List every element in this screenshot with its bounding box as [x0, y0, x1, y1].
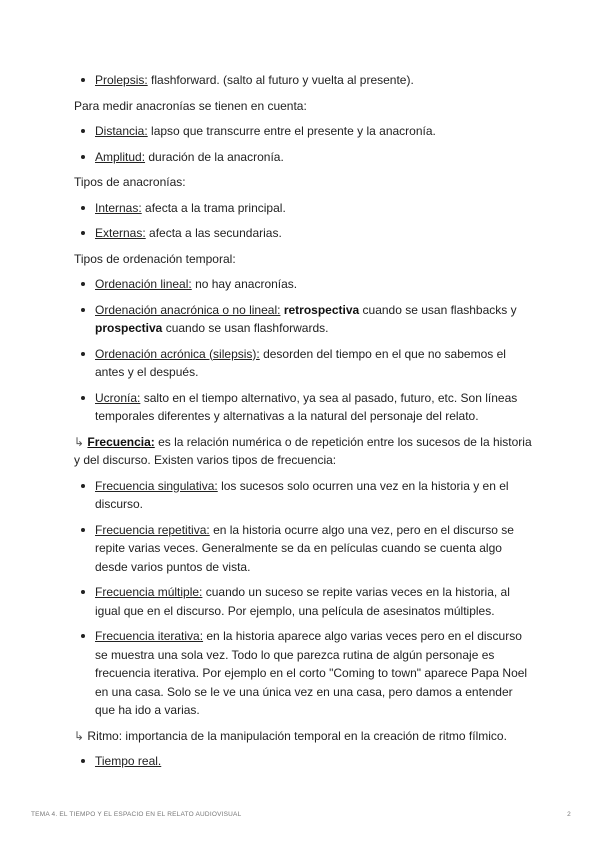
definition: los sucesos solo ocurren una vez en la historia y en el discurso.: [95, 478, 509, 511]
term: Frecuencia repetitiva:: [95, 522, 210, 537]
definition: afecta a las secundarias.: [145, 226, 282, 240]
arrow-icon: ↳: [74, 434, 85, 449]
definition: salto en el tiempo alternativo, ya sea al pasado, futuro, etc. Son líneas temporales diferentes y alternativas a la natural del personaje del relato.: [95, 390, 518, 423]
footer-title: TEMA 4. EL TIEMPO Y EL ESPACIO EN EL RELATO AUDIOVISUAL: [31, 811, 242, 818]
term: Tiempo real.: [95, 754, 162, 768]
list-item: [74, 301, 534, 338]
definition: en la historia ocurre algo una vez, pero en el discurso se repite varias veces. Generalmente se da en películas cuando se cuenta algo desde varios puntos de vista.: [95, 522, 514, 574]
term: Ordenación lineal:: [95, 277, 192, 291]
list-ordenacion: [74, 275, 534, 426]
definition: desorden del tiempo en el que no sabemos el antes y el después.: [95, 346, 506, 379]
definition: cuando se usan flashbacks y: [359, 302, 517, 317]
term: Frecuencia iterativa:: [95, 629, 204, 643]
page-footer: [31, 811, 571, 818]
term: Internas:: [95, 200, 142, 215]
list-item: [74, 199, 534, 218]
term: Ordenación anacrónica o no lineal:: [95, 302, 281, 317]
bold-term: Frecuencia:: [87, 434, 155, 449]
definition: cuando se usan flashforwards.: [162, 321, 329, 335]
list-tipos-anacronias: [74, 199, 534, 243]
list-item: [74, 521, 534, 577]
definition: duración de la anacronía.: [145, 149, 284, 164]
definition: lapso que transcurre entre el presente y la anacronía.: [147, 124, 436, 138]
term: Ordenación acrónica (silepsis):: [95, 346, 260, 361]
list-item: [74, 122, 534, 141]
list-item: [74, 275, 534, 294]
arrow-icon: ↳: [74, 728, 85, 743]
term: Distancia:: [95, 124, 148, 138]
list-prolepsis: [74, 71, 534, 90]
paragraph: Tipos de anacronías:: [74, 175, 186, 189]
definition: afecta a la trama principal.: [141, 200, 286, 215]
list-item: [74, 583, 534, 620]
list-item: [74, 752, 534, 771]
paragraph: Tipos de ordenación temporal:: [74, 251, 236, 266]
paragraph: Para medir anacronías se tienen en cuenta:: [74, 98, 307, 113]
list-item: [74, 71, 534, 90]
list-item: [74, 627, 534, 720]
term: Amplitud:: [95, 149, 146, 164]
term: Prolepsis:: [95, 73, 148, 87]
bold-term: prospectiva: [95, 321, 163, 335]
definition: es la relación numérica o de repetición entre los sucesos de la historia y del discurso. Existen varios tipos de frecuencia:: [74, 434, 532, 467]
list-item: [74, 477, 534, 514]
definition: flashforward. (salto al futuro y vuelta al presente).: [147, 73, 414, 87]
definition: Ritmo: importancia de la manipulación temporal en la creación de ritmo fílmico.: [84, 728, 507, 743]
paragraph-frecuencia: [74, 433, 534, 470]
list-frecuencia: [74, 477, 534, 720]
page-content: [74, 71, 534, 771]
term: Frecuencia singulativa:: [95, 478, 218, 493]
term: Ucronía:: [95, 390, 141, 405]
list-item: [74, 345, 534, 382]
definition: cuando un suceso se repite varias veces en la historia, al igual que en el discurso. Por ejemplo, una película de asesinatos múltiples.: [95, 585, 510, 618]
list-medir: [74, 122, 534, 166]
definition: no hay anacronías.: [191, 277, 298, 291]
page-number: 2: [567, 811, 571, 818]
list-item: [74, 224, 534, 243]
list-item: [74, 389, 534, 426]
term: Externas:: [95, 226, 146, 240]
term: Frecuencia múltiple:: [95, 585, 203, 599]
paragraph-ritmo: [74, 727, 534, 746]
list-item: [74, 148, 534, 167]
bold-term: retrospectiva: [283, 302, 360, 317]
list-ritmo: [74, 752, 534, 771]
definition: en la historia aparece algo varias veces pero en el discurso se muestra una sola vez. Todo lo que parezca rutina de algún personaje es frecuencia iterativa. Por ejemplo en el corto "Coming to town" aparece Papa Noel en una casa. Solo se le ve una única vez en una casa, pero damos a entender que ha ido a varias.: [95, 629, 528, 717]
